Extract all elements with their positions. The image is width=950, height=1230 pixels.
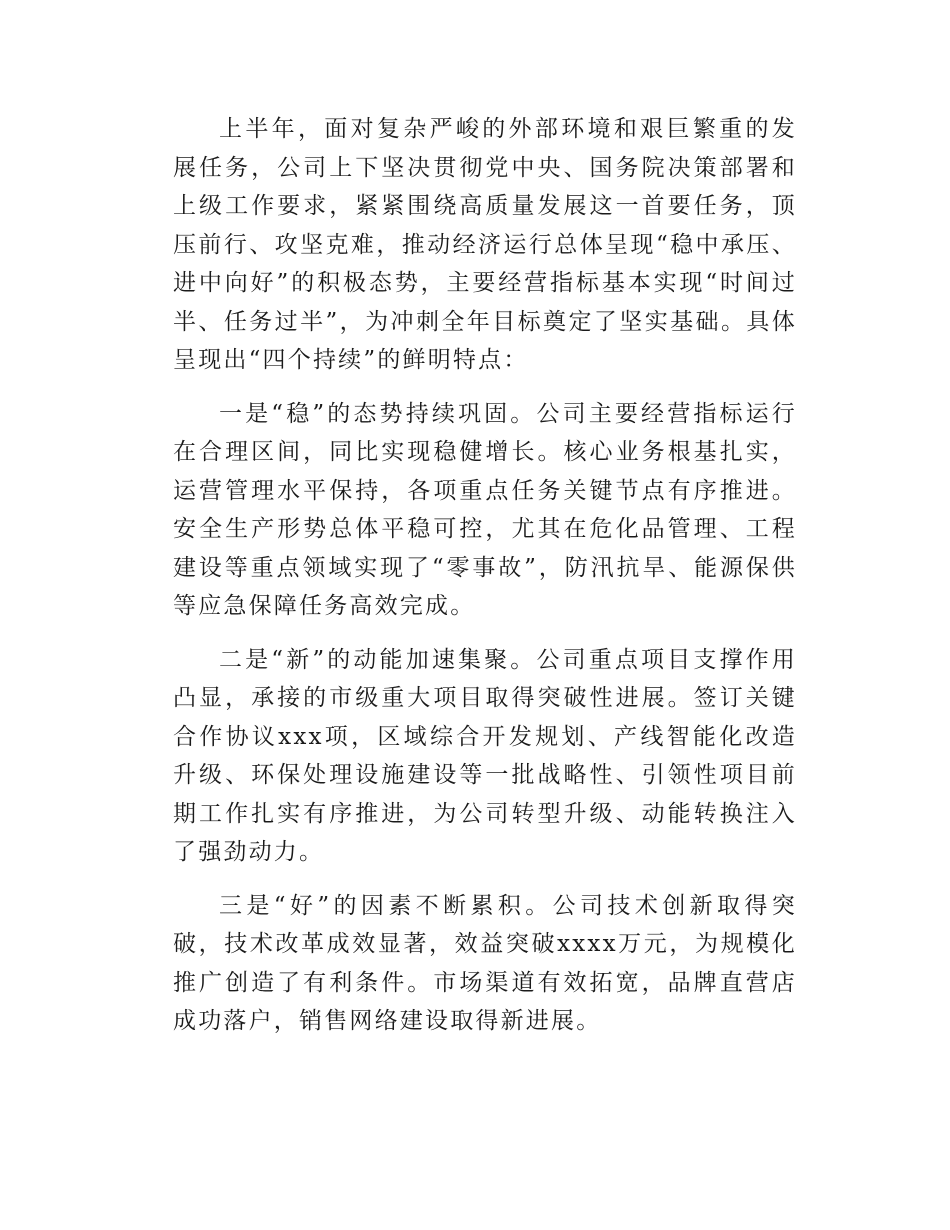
- paragraph-good-factors: 三是“好”的因素不断累积。公司技术创新取得突破，技术改革成效显著，效益突破xxxx万元，为规模化推广创造了有利条件。市场渠道有效拓宽，品牌直营店成功落户，销售网络建设取得新进展。: [173, 892, 797, 1034]
- paragraph-stable: 一是“稳”的态势持续巩固。公司主要经营指标运行在合理区间，同比实现稳健增长。核心业务根基扎实，运营管理水平保持，各项重点任务关键节点有序推进。安全生产形势总体平稳可控，尤其在危化品管理、工程建设等重点领域实现了“零事故”，防汛抗旱、能源保供等应急保障任务高效完成。: [173, 400, 797, 619]
- paragraph-new-momentum: 二是“新”的动能加速集聚。公司重点项目支撑作用凸显，承接的市级重大项目取得突破性进展。签订关键合作协议xxx项，区域综合开发规划、产线智能化改造升级、环保处理设施建设等一批战略性、引领性项目前期工作扎实有序推进，为公司转型升级、动能转换注入了强劲动力。: [173, 646, 797, 865]
- paragraph-intro: 上半年，面对复杂严峻的外部环境和艰巨繁重的发展任务，公司上下坚决贯彻党中央、国务院决策部署和上级工作要求，紧紧围绕高质量发展这一首要任务，顶压前行、攻坚克难，推动经济运行总体呈现“稳中承压、进中向好”的积极态势，主要经营指标基本实现“时间过半、任务过半”，为冲刺全年目标奠定了坚实基础。具体呈现出“四个持续”的鲜明特点：: [173, 116, 797, 373]
- document-body: [173, 110, 797, 1056]
